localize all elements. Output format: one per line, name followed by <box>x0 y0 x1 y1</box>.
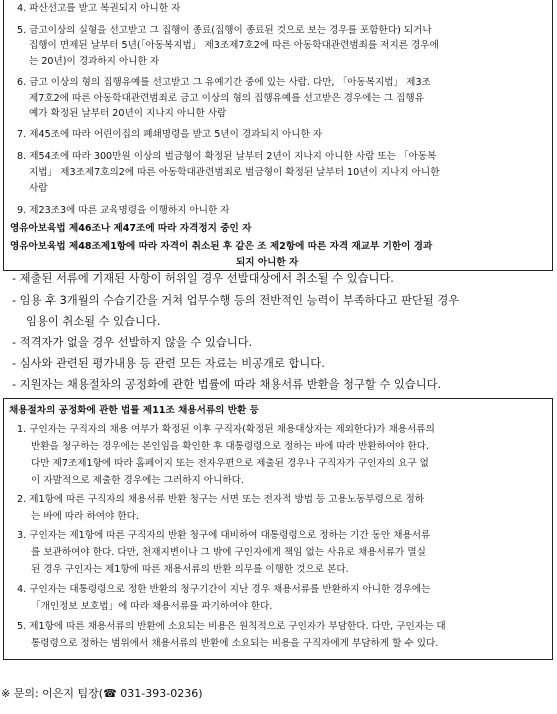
law-11-line-1: 1. 구인자는 구직자의 채용 여부가 확정된 이후 구직자(확정된 채용대상자는 제외한다)가 채용서류의 <box>17 424 435 435</box>
law-11-line-8: 를 보관하여야 한다. 다만, 천재지변이나 그 밖에 구인자에게 책임 없는 사유로 채용서류가 멸실 <box>31 547 426 558</box>
note-2: - 임용 후 3개월의 수습기간을 거쳐 업무수행 등의 전반적인 능력이 부족하다고 판단될 경우 <box>12 294 460 307</box>
note-2-cont: 임용이 취소될 수 있습니다. <box>26 315 161 328</box>
item-6-line-1: 6. 금고 이상의 형의 집행유예를 선고받고 그 유예기간 중에 있는 사람. 다만, 「아동복지법」 제3조 <box>17 77 431 88</box>
law-48-line-1: 영유아보육법 제48조제1항에 따라 자격이 취소된 후 같은 조 제2항에 따른 자격 재교부 기한이 경과 <box>10 241 433 252</box>
law-11-line-9: 된 경우 구인자는 제1항에 따른 채용서류의 반환 의무를 이행한 것으로 본다. <box>31 564 349 575</box>
item-7: 7. 제45조에 따라 어린이집의 폐쇄명령을 받고 5년이 경과되지 아니한 자 <box>17 129 323 140</box>
item-4: 4. 파산선고를 받고 복권되지 아니한 자 <box>17 3 181 14</box>
law-11-line-3: 다만 제7조제1항에 따라 홈페이지 또는 전자우편으로 제출된 경우나 구직자가 구인자의 요구 없 <box>31 458 429 469</box>
note-1: - 제출된 서류에 기재된 사항이 허위일 경우 선발대상에서 취소될 수 있습니다. <box>12 272 394 285</box>
law-48-line-2: 되지 아니한 자 <box>236 257 299 268</box>
item-6-line-2: 제7호2에 따른 아동학대관련범죄로 금고 이상의 형의 집행유예를 선고받은 경우에는 그 집행유 <box>29 93 424 104</box>
item-5-line-3: 는 20년)이 경과하지 아니한 자 <box>29 56 160 67</box>
law-11-line-10: 4. 구인자는 대통령령으로 정한 반환의 청구기간이 지난 경우 채용서류를 반환하지 아니한 경우에는 <box>17 584 431 595</box>
law-11-line-4: 이 자발적으로 제출한 경우에는 그러하지 아니하다. <box>31 475 244 486</box>
law-46-47: 영유아보육법 제46조나 제47조에 따라 자격정지 중인 자 <box>10 223 252 234</box>
law-11-line-5: 2. 제1항에 따른 구직자의 채용서류 반환 청구는 서면 또는 전자적 방법 등 고용노동부령으로 정하 <box>17 494 425 505</box>
item-5-line-2: 집행이 면제된 날부터 5년(「아동복지법」 제3조제7호2에 따른 아동학대관련범죄를 저지른 경우에 <box>29 40 439 51</box>
law-11-line-13: 통령령으로 정하는 범위에서 채용서류의 반환에 소요되는 비용을 구직자에게 부담하게 할 수 있다. <box>31 638 439 649</box>
item-8-line-3: 사람 <box>29 183 48 194</box>
item-5-line-1: 5. 금고이상의 실형을 선고받고 그 집행이 종료(집행이 종료된 것으로 보는 경우를 포함한다) 되거나 <box>17 25 432 36</box>
note-3: - 적격자가 없을 경우 선발하지 않을 수 있습니다. <box>12 336 253 349</box>
item-8-line-1: 8. 제54조에 따라 300만원 이상의 벌금형이 확정된 날부터 2년이 지나지 아니한 사람 또는 「아동복 <box>17 151 437 162</box>
note-4: - 심사와 관련된 평가내용 등 관련 모든 자료는 비공개로 합니다. <box>12 357 325 370</box>
law-11-title: 채용절차의 공정화에 관한 법률 제11조 채용서류의 반환 등 <box>9 405 259 416</box>
law-11-line-11: 「개인정보 보호법」에 따라 채용서류를 파기하여야 한다. <box>31 601 273 612</box>
law-11-line-6: 는 바에 따라 하여야 한다. <box>31 511 139 522</box>
item-9: 9. 제23조3에 따른 교육명령을 이행하지 아니한 자 <box>17 205 230 216</box>
law-11-line-2: 반환을 청구하는 경우에는 본인임을 확인한 후 대통령령으로 정하는 바에 따라 반환하여야 한다. <box>31 441 430 452</box>
note-5: - 지원자는 채용절차의 공정화에 관한 법률에 따라 채용서류 반환을 청구할 수 있습니다. <box>12 378 442 391</box>
law-11-line-7: 3. 구인자는 제1항에 따른 구직자의 반환 청구에 대비하여 대통령령으로 정하는 기간 동안 채용서류 <box>17 530 431 541</box>
item-6-line-3: 예가 확정된 날부터 20년이 지나지 아니한 사람 <box>29 108 227 119</box>
item-8-line-2: 지법」 제3조제7호의2에 따른 아동학대관련범죄로 벌금형이 확정된 날부터 10년이 지나지 아니한 <box>29 167 440 178</box>
contact-footer: ※ 문의: 이은지 팀장(☎ 031-393-0236) <box>1 687 203 700</box>
law-11-line-12: 5. 제1항에 따른 채용서류의 반환에 소요되는 비용은 원칙적으로 구인자가 부담한다. 다만, 구인자는 대 <box>17 621 446 632</box>
